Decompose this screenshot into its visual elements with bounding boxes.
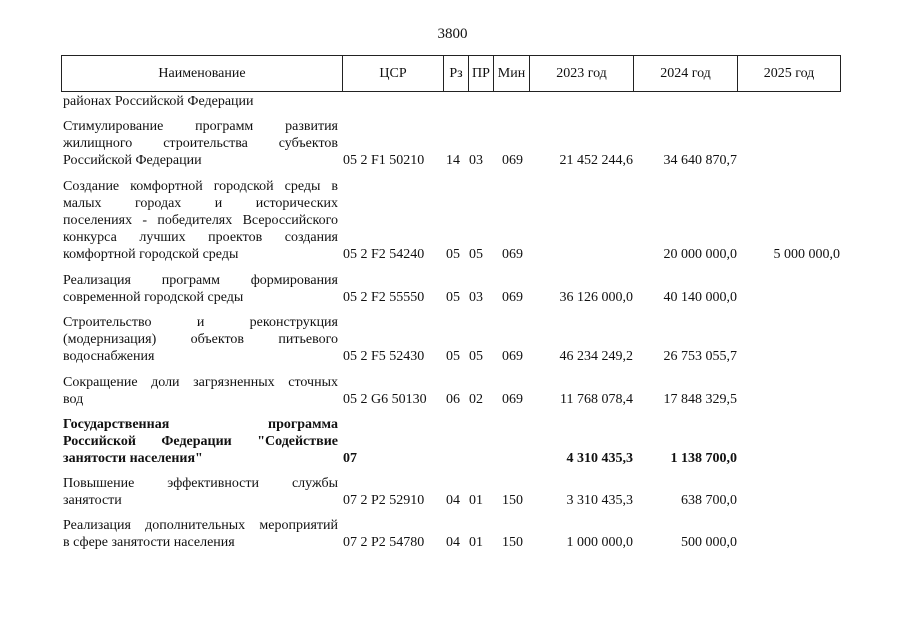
row-min: 150 bbox=[502, 493, 523, 508]
row-name: Строительство и реконструкция (модернизация) объектов питьевого водоснабжения bbox=[63, 315, 338, 364]
row-name: Реализация программ формирования современной городской среды bbox=[63, 273, 338, 305]
row-2024: 500 000,0 bbox=[681, 535, 737, 550]
row-2024: 1 138 700,0 bbox=[670, 451, 737, 466]
row-2024: 34 640 870,7 bbox=[663, 153, 737, 168]
row-2024: 638 700,0 bbox=[681, 493, 737, 508]
row-min: 150 bbox=[502, 535, 523, 550]
row-min: 069 bbox=[502, 247, 523, 262]
table-header bbox=[61, 55, 841, 92]
header-2023: 2023 год bbox=[530, 56, 634, 91]
row-2024: 26 753 055,7 bbox=[663, 349, 737, 364]
row-pr: 02 bbox=[469, 392, 483, 407]
row-2023: 4 310 435,3 bbox=[566, 451, 633, 466]
page-number: 3800 bbox=[437, 26, 468, 42]
continuation-text: районах Российской Федерации bbox=[63, 94, 254, 109]
row-csr: 05 2 F2 55550 bbox=[343, 290, 425, 305]
header-2024: 2024 год bbox=[634, 56, 738, 91]
header-name: Наименование bbox=[62, 56, 343, 91]
row-pr: 01 bbox=[469, 493, 483, 508]
row-pr: 01 bbox=[469, 535, 483, 550]
row-csr: 05 2 F2 54240 bbox=[343, 247, 425, 262]
header-rz: Рз bbox=[444, 56, 469, 91]
row-rz: 05 bbox=[446, 349, 460, 364]
row-name: Создание комфортной городской среды в малых городах и исторических поселениях - победителях Всероссийского конкурса лучших проектов создания комфортной городской среды bbox=[63, 179, 338, 262]
row-2023: 21 452 244,6 bbox=[559, 153, 633, 168]
row-2023: 46 234 249,2 bbox=[559, 349, 633, 364]
row-name: Государственная программа Российской Федерации "Содействие занятости населения" bbox=[63, 417, 338, 466]
header-csr: ЦСР bbox=[343, 56, 444, 91]
row-csr: 07 bbox=[343, 451, 357, 466]
row-2023: 3 310 435,3 bbox=[566, 493, 633, 508]
row-rz: 05 bbox=[446, 247, 460, 262]
row-2025: 5 000 000,0 bbox=[773, 247, 840, 262]
row-2024: 20 000 000,0 bbox=[663, 247, 737, 262]
row-pr: 03 bbox=[469, 290, 483, 305]
row-csr: 07 2 P2 54780 bbox=[343, 535, 425, 550]
row-csr: 05 2 F5 52430 bbox=[343, 349, 425, 364]
header-min: Мин bbox=[494, 56, 530, 91]
row-rz: 05 bbox=[446, 290, 460, 305]
row-csr: 05 2 G6 50130 bbox=[343, 392, 427, 407]
row-2023: 1 000 000,0 bbox=[566, 535, 633, 550]
header-pr: ПР bbox=[469, 56, 494, 91]
row-2024: 17 848 329,5 bbox=[663, 392, 737, 407]
row-min: 069 bbox=[502, 392, 523, 407]
row-pr: 03 bbox=[469, 153, 483, 168]
row-rz: 06 bbox=[446, 392, 460, 407]
row-min: 069 bbox=[502, 290, 523, 305]
row-2024: 40 140 000,0 bbox=[663, 290, 737, 305]
row-rz: 04 bbox=[446, 493, 460, 508]
row-2023: 11 768 078,4 bbox=[560, 392, 633, 407]
row-csr: 05 2 F1 50210 bbox=[343, 153, 425, 168]
row-2023: 36 126 000,0 bbox=[559, 290, 633, 305]
row-min: 069 bbox=[502, 153, 523, 168]
row-pr: 05 bbox=[469, 247, 483, 262]
row-rz: 04 bbox=[446, 535, 460, 550]
row-pr: 05 bbox=[469, 349, 483, 364]
row-name: Повышение эффективности службы занятости bbox=[63, 476, 338, 508]
row-name: Сокращение доли загрязненных сточных вод bbox=[63, 375, 338, 407]
row-min: 069 bbox=[502, 349, 523, 364]
row-rz: 14 bbox=[446, 153, 460, 168]
row-name: Реализация дополнительных мероприятий в сфере занятости населения bbox=[63, 518, 338, 550]
header-2025: 2025 год bbox=[763, 66, 815, 81]
row-csr: 07 2 P2 52910 bbox=[343, 493, 425, 508]
row-name: Стимулирование программ развития жилищного строительства субъектов Российской Федерации bbox=[63, 119, 338, 168]
